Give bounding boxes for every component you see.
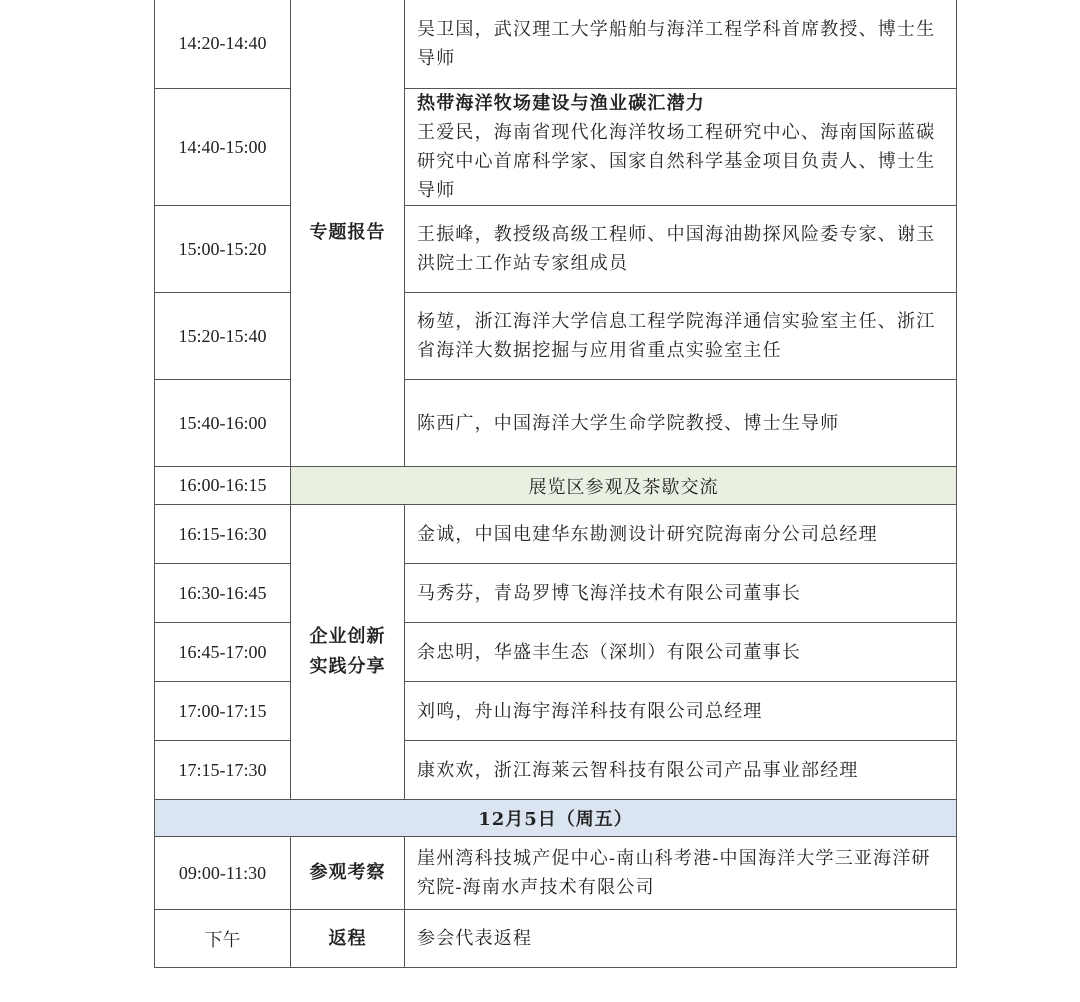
time-cell: 16:15-16:30: [155, 505, 291, 564]
time-cell: 15:40-16:00: [155, 380, 291, 467]
time-cell: 09:00-11:30: [155, 837, 291, 910]
table-row: [155, 741, 957, 800]
table-row: [155, 505, 957, 564]
schedule-table: [154, 0, 957, 968]
content-cell: 陈西广，中国海洋大学生命学院教授、博士生导师: [405, 380, 957, 467]
time-cell: 17:00-17:15: [155, 682, 291, 741]
category-enterprise-label: 企业创新实践分享: [309, 626, 386, 677]
content-cell: 金诚，中国电建华东勘测设计研究院海南分公司总经理: [405, 505, 957, 564]
table-row: [155, 910, 957, 968]
content-cell: [405, 89, 957, 206]
category-cell-report: 专题报告: [291, 0, 405, 467]
content-cell: 参会代表返程: [405, 910, 957, 968]
break-row: [155, 467, 957, 505]
table-row: [155, 89, 957, 206]
time-cell: 15:00-15:20: [155, 206, 291, 293]
content-cell: 崖州湾科技城产促中心-南山科考港-中国海洋大学三亚海洋研究院-海南水声技术有限公司: [405, 837, 957, 910]
talk-title: 热带海洋牧场建设与渔业碳汇潜力: [417, 93, 705, 114]
table-row: [155, 0, 957, 89]
break-cell: 展览区参观及茶歇交流: [291, 467, 957, 505]
category-cell-enterprise: [291, 505, 405, 800]
content-cell: 刘鸣，舟山海宇海洋科技有限公司总经理: [405, 682, 957, 741]
time-cell: 15:20-15:40: [155, 293, 291, 380]
content-cell: 王振峰，教授级高级工程师、中国海油勘探风险委专家、谢玉洪院士工作站专家组成员: [405, 206, 957, 293]
content-cell: 余忠明，华盛丰生态（深圳）有限公司董事长: [405, 623, 957, 682]
table-row: [155, 206, 957, 293]
table-row: [155, 380, 957, 467]
time-cell: 16:30-16:45: [155, 564, 291, 623]
table-row: [155, 293, 957, 380]
table-row: [155, 564, 957, 623]
time-cell: 14:40-15:00: [155, 89, 291, 206]
content-cell: 吴卫国，武汉理工大学船舶与海洋工程学科首席教授、博士生导师: [405, 0, 957, 89]
table-row: [155, 837, 957, 910]
speaker-text: 王爱民，海南省现代化海洋牧场工程研究中心、海南国际蓝碳研究中心首席科学家、国家自然科学基金项目负责人、博士生导师: [417, 122, 936, 201]
category-cell-visit: 参观考察: [291, 837, 405, 910]
time-cell: 16:00-16:15: [155, 467, 291, 505]
time-cell: 14:20-14:40: [155, 0, 291, 89]
content-cell: 杨堃，浙江海洋大学信息工程学院海洋通信实验室主任、浙江省海洋大数据挖掘与应用省重点实验室主任: [405, 293, 957, 380]
category-cell-return: 返程: [291, 910, 405, 968]
table-row: [155, 623, 957, 682]
table-row: [155, 682, 957, 741]
time-cell: 17:15-17:30: [155, 741, 291, 800]
content-cell: 康欢欢，浙江海莱云智科技有限公司产品事业部经理: [405, 741, 957, 800]
time-cell: 下午: [155, 910, 291, 968]
content-cell: 马秀芬，青岛罗博飞海洋技术有限公司董事长: [405, 564, 957, 623]
time-cell: 16:45-17:00: [155, 623, 291, 682]
day-header-row: [155, 800, 957, 837]
day-header: 12月5日（周五）: [155, 800, 957, 837]
